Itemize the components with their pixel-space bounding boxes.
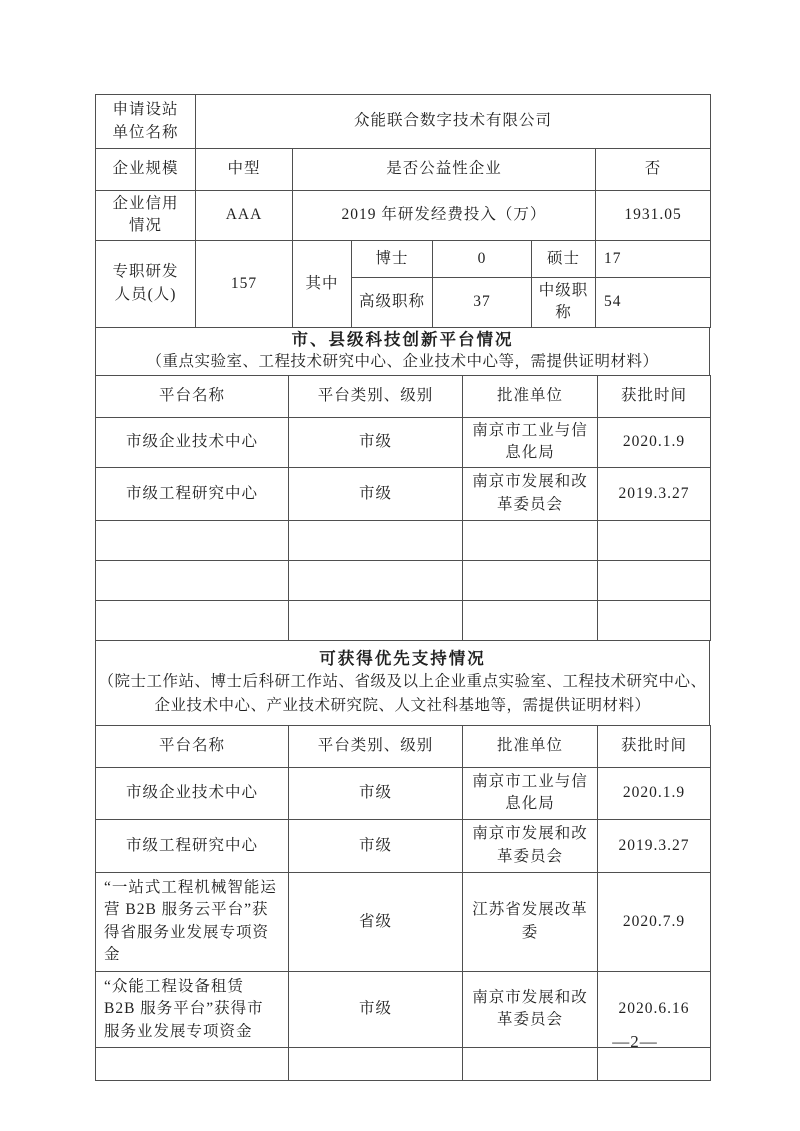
approval-date-cell: 2020.7.9 — [598, 872, 711, 971]
section-title: 可获得优先支持情况 — [319, 649, 486, 669]
platform-name-cell: “众能工程设备租赁 B2B 服务平台”获得市服务业发展专项资金 — [96, 971, 289, 1047]
table-row-empty — [96, 560, 711, 600]
platform-category-header: 平台类别、级别 — [289, 725, 463, 767]
table-row-empty — [96, 520, 711, 560]
doctor-count: 0 — [433, 240, 532, 277]
doctor-label: 博士 — [352, 240, 433, 277]
platform-name-cell — [96, 520, 289, 560]
approver-cell — [463, 560, 598, 600]
rd-investment-label: 2019 年研发经费投入（万） — [293, 191, 596, 241]
approval-date-cell — [598, 600, 711, 640]
table-header-row — [96, 725, 711, 767]
approver-cell — [463, 1048, 598, 1081]
table-row-empty — [96, 600, 711, 640]
form-body — [95, 94, 710, 1081]
platform-category-cell: 市级 — [289, 819, 463, 872]
senior-title-label: 高级职称 — [352, 277, 433, 327]
section-title: 市、县级科技创新平台情况 — [291, 329, 514, 349]
master-label: 硕士 — [532, 240, 596, 277]
approval-date-cell — [598, 1048, 711, 1081]
table-header-row — [96, 375, 711, 417]
approval-date-cell: 2020.1.9 — [598, 417, 711, 467]
approval-date-cell — [598, 520, 711, 560]
table-row-empty — [96, 1048, 711, 1081]
platform-category-header: 平台类别、级别 — [289, 375, 463, 417]
platform-category-cell: 市级 — [289, 417, 463, 467]
platform-category-cell — [289, 560, 463, 600]
approver-cell: 南京市发展和改革委员会 — [463, 971, 598, 1047]
approval-date-cell: 2020.6.16 — [598, 971, 711, 1047]
applicant-unit-label: 申请设站单位名称 — [96, 95, 196, 149]
platform-category-cell — [289, 1048, 463, 1081]
platform-category-cell: 省级 — [289, 872, 463, 971]
public-welfare-answer: 否 — [596, 149, 711, 191]
approver-header: 批准单位 — [463, 375, 598, 417]
section-subtitle: （重点实验室、工程技术研究中心、企业技术中心等，需提供证明材料） — [146, 353, 659, 371]
approval-date-cell: 2019.3.27 — [598, 467, 711, 520]
senior-title-count: 37 — [433, 277, 532, 327]
platform-name-cell: 市级企业技术中心 — [96, 767, 289, 819]
applicant-unit-name: 众能联合数字技术有限公司 — [196, 95, 711, 149]
priority-support-section-header — [95, 641, 710, 725]
platform-category-cell — [289, 600, 463, 640]
rd-staff-total: 157 — [196, 240, 293, 327]
city-platform-table — [95, 375, 711, 641]
public-welfare-question: 是否公益性企业 — [293, 149, 596, 191]
platform-category-cell — [289, 520, 463, 560]
approval-date-cell — [598, 560, 711, 600]
credit-rating-value: AAA — [196, 191, 293, 241]
platform-name-cell: “一站式工程机械智能运营 B2B 服务云平台”获得省服务业发展专项资金 — [96, 872, 289, 971]
table-row — [96, 149, 711, 191]
table-row — [96, 417, 711, 467]
master-count: 17 — [596, 240, 711, 277]
approval-date-header: 获批时间 — [598, 725, 711, 767]
credit-status-label: 企业信用情况 — [96, 191, 196, 241]
table-row — [96, 819, 711, 872]
rd-investment-value: 1931.05 — [596, 191, 711, 241]
approver-cell: 江苏省发展改革委 — [463, 872, 598, 971]
approver-cell: 南京市发展和改革委员会 — [463, 467, 598, 520]
platform-name-cell — [96, 600, 289, 640]
table-row — [96, 240, 711, 277]
platform-name-cell — [96, 560, 289, 600]
approver-cell: 南京市工业与信息化局 — [463, 417, 598, 467]
enterprise-scale-value: 中型 — [196, 149, 293, 191]
rd-staff-label: 专职研发人员(人) — [96, 240, 196, 327]
among-which-label: 其中 — [293, 240, 352, 327]
approver-header: 批准单位 — [463, 725, 598, 767]
section-subtitle: （院士工作站、博士后科研工作站、省级及以上企业重点实验室、工程技术研究中心、企业技术中心、产业技术研究院、人文社科基地等，需提供证明材料） — [98, 672, 707, 714]
mid-title-count: 54 — [596, 277, 711, 327]
platform-category-cell: 市级 — [289, 467, 463, 520]
approval-date-header: 获批时间 — [598, 375, 711, 417]
platform-name-cell: 市级工程研究中心 — [96, 819, 289, 872]
table-row — [96, 767, 711, 819]
approver-cell: 南京市发展和改革委员会 — [463, 819, 598, 872]
platform-category-cell: 市级 — [289, 971, 463, 1047]
enterprise-scale-label: 企业规模 — [96, 149, 196, 191]
platform-category-cell: 市级 — [289, 767, 463, 819]
approver-cell — [463, 520, 598, 560]
approval-date-cell: 2019.3.27 — [598, 819, 711, 872]
table-row — [96, 191, 711, 241]
platform-name-cell: 市级企业技术中心 — [96, 417, 289, 467]
approver-cell — [463, 600, 598, 640]
table-row — [96, 872, 711, 971]
platform-name-cell: 市级工程研究中心 — [96, 467, 289, 520]
platform-name-cell — [96, 1048, 289, 1081]
table-row — [96, 95, 711, 149]
table-row — [96, 467, 711, 520]
company-info-table — [95, 94, 711, 328]
page-number: —2— — [612, 1032, 658, 1051]
city-platform-section-header — [95, 328, 710, 375]
approver-cell: 南京市工业与信息化局 — [463, 767, 598, 819]
priority-support-table — [95, 725, 711, 1081]
platform-name-header: 平台名称 — [96, 375, 289, 417]
mid-title-label: 中级职称 — [532, 277, 596, 327]
approval-date-cell: 2020.1.9 — [598, 767, 711, 819]
platform-name-header: 平台名称 — [96, 725, 289, 767]
